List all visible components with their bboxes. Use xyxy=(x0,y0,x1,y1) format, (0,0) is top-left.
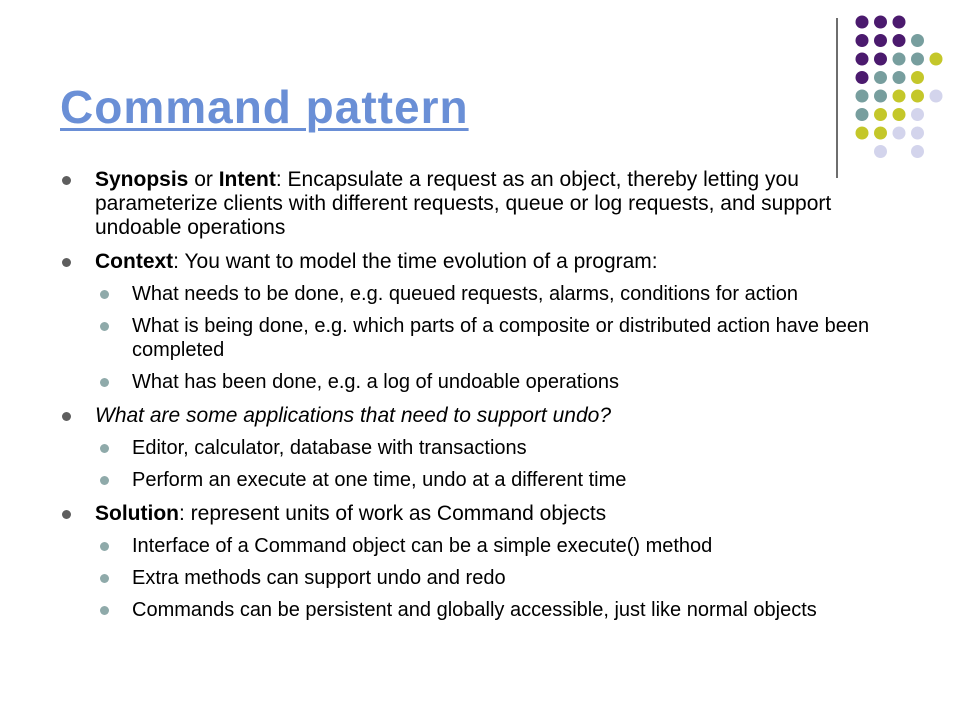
bullet-list xyxy=(95,168,920,622)
decorative-dot xyxy=(930,53,943,66)
decorative-dot xyxy=(874,53,887,66)
decorative-dot xyxy=(893,90,906,103)
decorative-dot xyxy=(911,127,924,140)
decorative-dot xyxy=(874,108,887,121)
bullet-text: : You want to model the time evolution of a program: xyxy=(173,250,658,273)
bullet-question: What are some applications that need to support undo? xyxy=(95,404,920,428)
decorative-dot xyxy=(893,71,906,84)
decorative-dot xyxy=(911,90,924,103)
sub-bullet: What needs to be done, e.g. queued requests, alarms, conditions for action xyxy=(95,282,920,306)
bullet-label: Synopsis xyxy=(95,168,189,191)
decorative-dot xyxy=(856,34,869,47)
bullet-label: Context xyxy=(95,250,174,273)
sub-bullet: Perform an execute at one time, undo at a different time xyxy=(95,468,920,492)
decorative-dot xyxy=(856,90,869,103)
decorative-dot xyxy=(856,16,869,29)
bullet-separator: or xyxy=(188,168,219,191)
decorative-dot xyxy=(874,34,887,47)
decorative-dot xyxy=(856,108,869,121)
slide-title: Command pattern xyxy=(60,81,469,133)
decorative-dot xyxy=(893,16,906,29)
bullet-label: Solution xyxy=(95,502,179,525)
bullet-text: : Encapsulate a request as an object, thereby letting you parameterize clients with different requests, queue or log requests, and support undoable operations xyxy=(95,168,832,239)
decorative-dot xyxy=(911,34,924,47)
bullet-label: Intent xyxy=(218,168,276,191)
decorative-dot xyxy=(893,127,906,140)
decorative-dot xyxy=(874,71,887,84)
bullet-synopsis xyxy=(95,168,920,240)
decorative-dot xyxy=(874,90,887,103)
sub-bullet: What is being done, e.g. which parts of a composite or distributed action have been completed xyxy=(95,314,920,362)
vertical-rule xyxy=(836,18,838,178)
sub-bullet: Commands can be persistent and globally accessible, just like normal objects xyxy=(95,598,920,622)
sub-bullet: What has been done, e.g. a log of undoable operations xyxy=(95,370,920,394)
bullet-text: : represent units of work as Command objects xyxy=(178,502,607,525)
sub-bullet: Editor, calculator, database with transactions xyxy=(95,436,920,460)
decorative-dot xyxy=(856,127,869,140)
decorative-dot xyxy=(911,71,924,84)
decorative-dot xyxy=(911,53,924,66)
decorative-dot xyxy=(856,53,869,66)
decorative-dot xyxy=(911,145,924,158)
decorative-dot xyxy=(856,71,869,84)
bullet-context xyxy=(95,250,920,274)
decorative-dot xyxy=(930,90,943,103)
sub-bullet: Extra methods can support undo and redo xyxy=(95,566,920,590)
bullet-solution xyxy=(95,502,920,526)
decorative-dot xyxy=(893,34,906,47)
decorative-dot xyxy=(874,127,887,140)
sub-bullet: Interface of a Command object can be a simple execute() method xyxy=(95,534,920,558)
decorative-dot xyxy=(874,16,887,29)
decorative-dot xyxy=(893,108,906,121)
decorative-dot xyxy=(874,145,887,158)
decorative-dot xyxy=(893,53,906,66)
decorative-dot xyxy=(911,108,924,121)
